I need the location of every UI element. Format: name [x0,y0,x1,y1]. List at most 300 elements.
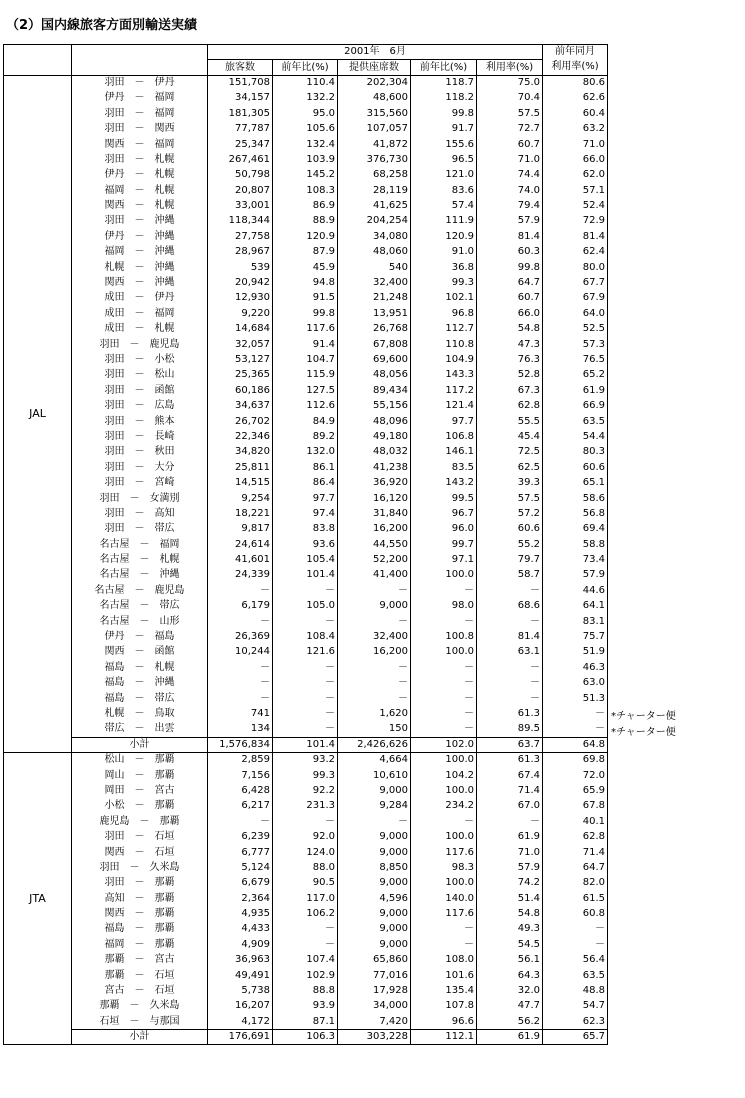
prev-load-factor-cell: 75.7 [543,629,608,644]
table-row [4,383,608,398]
seats-cell: 28,119 [338,183,411,198]
seat-yoy-cell: 117.6 [411,845,477,860]
passengers-cell: 14,684 [208,322,273,337]
passengers-cell: 60,186 [208,383,273,398]
load-factor-cell: － [530,677,540,689]
table-row [4,229,608,244]
passengers-cell: 24,339 [208,568,273,583]
route-name: 名古屋 － 帯広 [72,599,208,614]
seats-cell: 9,000 [338,845,411,860]
route-name: 羽田 － 石垣 [72,829,208,844]
route-name: 羽田 － 松山 [72,368,208,383]
route-name: 羽田 － 秋田 [72,445,208,460]
route-name: 札幌 － 鳥取 [72,706,208,721]
seats-cell: － [338,614,411,629]
table-row [4,1014,608,1029]
seat-yoy-cell: 143.2 [411,475,477,490]
prev-load-factor-cell: 52.4 [543,198,608,213]
route-name: 高知 － 那覇 [72,891,208,906]
table-row [4,922,608,937]
route-name: 福島 － 沖縄 [72,676,208,691]
passengers-cell: 32,057 [208,337,273,352]
route-name: 羽田 － 宮崎 [72,475,208,490]
prev-load-factor-cell: 61.9 [543,383,608,398]
charter-note: *チャーター便 [611,711,676,723]
seats-cell: 9,000 [338,922,411,937]
load-factor-cell: 89.5 [517,723,540,735]
passenger-yoy-cell: 127.5 [273,383,338,398]
passenger-yoy-cell: 132.4 [273,137,338,152]
prev-load-factor-cell: 64.0 [543,306,608,321]
seat-yoy-cell: 97.7 [411,414,477,429]
passenger-yoy-cell: － [273,676,338,691]
passengers-cell: 6,179 [208,599,273,614]
passenger-yoy-cell: 107.4 [273,953,338,968]
passenger-yoy-cell: 231.3 [273,799,338,814]
route-name: 福島 － 札幌 [72,660,208,675]
passengers-cell: － [208,676,273,691]
seats-cell: 31,840 [338,506,411,521]
seats-cell: 17,928 [338,983,411,998]
seats-cell: 48,600 [338,91,411,106]
passenger-yoy-cell: 91.5 [273,291,338,306]
load-factor-cell: 74.0 [517,184,540,196]
load-factor-cell: 71.0 [517,846,540,858]
prev-load-factor-cell: 64.7 [543,860,608,875]
seat-yoy-cell: 96.6 [411,1014,477,1029]
passenger-yoy-cell: 87.1 [273,1014,338,1029]
table-row [4,876,608,891]
seat-yoy-cell: 117.6 [411,906,477,921]
passengers-cell: 18,221 [208,506,273,521]
table-row [4,337,608,352]
passenger-yoy-cell: 121.6 [273,645,338,660]
table-row [4,845,608,860]
seats-cell: 34,080 [338,229,411,244]
seat-yoy-cell: 96.8 [411,306,477,321]
header-row-2 [4,60,608,75]
passenger-yoy-cell: 101.4 [273,568,338,583]
prev-load-factor-cell: 80.0 [543,260,608,275]
seat-yoy-cell: 140.0 [411,891,477,906]
load-factor-cell: 62.5 [517,461,540,473]
passengers-cell: 14,515 [208,475,273,490]
group-label: JAL [4,75,72,752]
prev-header-line2: 利用率(%) [543,60,608,75]
passengers-cell: 20,942 [208,275,273,290]
load-factor-cell: 64.3 [517,969,540,981]
passengers-cell: 5,124 [208,860,273,875]
passengers-cell: 34,637 [208,398,273,413]
seats-cell: 107,057 [338,121,411,136]
prev-load-factor-cell: 69.8 [543,752,608,767]
table-row [4,183,608,198]
seats-cell: 150 [338,722,411,737]
seats-cell: 204,254 [338,214,411,229]
table-row [4,645,608,660]
seats-cell: 26,768 [338,322,411,337]
passengers-cell: 20,807 [208,183,273,198]
seats-cell: 4,596 [338,891,411,906]
seats-cell: 9,000 [338,906,411,921]
passenger-yoy-cell: 92.0 [273,829,338,844]
seats-cell: 9,000 [338,829,411,844]
seats-cell: 315,560 [338,106,411,121]
passenger-yoy-cell: 91.4 [273,337,338,352]
table-row [4,291,608,306]
prev-load-factor-cell: 72.0 [543,768,608,783]
passenger-yoy-cell: 90.5 [273,876,338,891]
route-name: 岡田 － 宮古 [72,783,208,798]
passenger-yoy-cell: 102.9 [273,968,338,983]
load-factor-cell: 61.3 [517,707,540,719]
route-name: 伊丹 － 沖縄 [72,229,208,244]
seat-yoy-cell: 112.7 [411,322,477,337]
seats-cell: 9,000 [338,783,411,798]
passengers-cell: － [208,583,273,598]
load-factor-cell: 51.4 [517,892,540,904]
passenger-yoy-cell: 124.0 [273,845,338,860]
passenger-yoy-cell: 132.2 [273,91,338,106]
seats-cell: 16,120 [338,491,411,506]
passengers-cell: 539 [208,260,273,275]
load-factor-cell: 74.4 [517,169,540,181]
route-name: 那覇 － 久米島 [72,999,208,1014]
prev-load-factor-cell: 57.3 [543,337,608,352]
passengers-cell: 7,156 [208,768,273,783]
passengers-cell: 6,428 [208,783,273,798]
seat-yoy-cell: 108.0 [411,953,477,968]
col-header-passenger-yoy: 前年比(%) [273,60,338,75]
passenger-yoy-cell: 93.6 [273,537,338,552]
seats-cell: 34,000 [338,999,411,1014]
passengers-cell: 28,967 [208,245,273,260]
subtotal-prev-load-factor: 64.8 [543,737,608,752]
seat-yoy-cell: － [411,706,477,721]
passenger-yoy-cell: 88.8 [273,983,338,998]
passengers-cell: 22,346 [208,429,273,444]
seat-yoy-cell: 96.0 [411,522,477,537]
passenger-yoy-cell: 117.0 [273,891,338,906]
prev-load-factor-cell: 65.2 [543,368,608,383]
col-header-load-factor: 利用率(%) [477,60,543,75]
load-factor-cell: 81.4 [517,230,540,242]
table-row [4,306,608,321]
prev-load-factor-cell: 40.1 [543,814,608,829]
route-name: 名古屋 － 沖縄 [72,568,208,583]
table-row [4,799,608,814]
passengers-cell: 4,433 [208,922,273,937]
passenger-yoy-cell: 86.4 [273,475,338,490]
passenger-yoy-cell: 94.8 [273,275,338,290]
table-row [4,445,608,460]
passenger-yoy-cell: 145.2 [273,168,338,183]
passengers-cell: 741 [208,706,273,721]
table-row [4,583,608,598]
route-name: 宮古 － 石垣 [72,983,208,998]
seat-yoy-cell: 91.0 [411,245,477,260]
subtotal-label: 小計 [72,1030,208,1045]
prev-load-factor-cell: 52.5 [543,322,608,337]
route-name: 羽田 － 久米島 [72,860,208,875]
route-name: 福島 － 帯広 [72,691,208,706]
route-name: 小松 － 那覇 [72,799,208,814]
table-row [4,953,608,968]
passenger-yoy-cell: 108.4 [273,629,338,644]
seat-yoy-cell: 96.5 [411,152,477,167]
prev-load-factor-cell: 46.3 [543,660,608,675]
table-row [4,352,608,367]
route-name: 福岡 － 沖縄 [72,245,208,260]
load-factor-cell: 47.3 [517,338,540,350]
prev-load-factor-cell: 71.0 [543,137,608,152]
passenger-yoy-cell: 45.9 [273,260,338,275]
table-row [4,983,608,998]
load-factor-cell: 81.4 [517,631,540,643]
table-row [4,676,608,691]
route-name: 羽田 － 鹿児島 [72,337,208,352]
passenger-yoy-cell: － [273,583,338,598]
group-label: JTA [4,752,72,1044]
passenger-yoy-cell: 84.9 [273,414,338,429]
load-factor-cell: 32.0 [517,985,540,997]
prev-load-factor-cell: 60.4 [543,106,608,121]
seat-yoy-cell: 118.7 [411,75,477,90]
seat-yoy-cell: － [411,922,477,937]
seats-cell: 202,304 [338,75,411,90]
route-name: 羽田 － 小松 [72,352,208,367]
passengers-cell: 6,777 [208,845,273,860]
seat-yoy-cell: 99.5 [411,491,477,506]
table-row [4,660,608,675]
passengers-cell: 50,798 [208,168,273,183]
route-name: 関西 － 沖縄 [72,275,208,290]
passengers-cell: － [208,691,273,706]
passengers-cell: 9,220 [208,306,273,321]
passengers-cell: 26,369 [208,629,273,644]
load-factor-cell: 64.7 [517,277,540,289]
load-factor-cell: 47.7 [517,1000,540,1012]
prev-load-factor-cell: 83.1 [543,614,608,629]
route-name: 成田 － 福岡 [72,306,208,321]
table-row [4,91,608,106]
passenger-yoy-cell: － [273,722,338,737]
seat-yoy-cell: － [411,722,477,737]
table-row [4,891,608,906]
passengers-cell: － [208,814,273,829]
load-factor-cell: 56.2 [517,1015,540,1027]
route-name: 福島 － 那覇 [72,922,208,937]
transport-table [3,44,608,1045]
passengers-cell: 134 [208,722,273,737]
table-row [4,506,608,521]
load-factor-cell: 52.8 [517,369,540,381]
seat-yoy-cell: 155.6 [411,137,477,152]
route-name: 羽田 － 高知 [72,506,208,521]
route-name: 石垣 － 与那国 [72,1014,208,1029]
load-factor-cell: 54.8 [517,323,540,335]
seats-cell: 16,200 [338,645,411,660]
prev-load-factor-cell: 63.0 [543,676,608,691]
seat-yoy-cell: 118.2 [411,91,477,106]
table-row [4,829,608,844]
seats-cell: － [338,814,411,829]
col-header-seat-yoy: 前年比(%) [411,60,477,75]
route-name: 伊丹 － 福岡 [72,91,208,106]
seat-yoy-cell: 100.0 [411,783,477,798]
passenger-yoy-cell: － [273,614,338,629]
prev-load-factor-cell: 44.6 [543,583,608,598]
route-name: 鹿児島 － 那覇 [72,814,208,829]
prev-load-factor-cell: 63.5 [543,968,608,983]
seats-cell: 9,000 [338,937,411,952]
period-header: 2001年 6月 [208,45,543,60]
load-factor-cell: 67.0 [517,800,540,812]
passenger-yoy-cell: 93.9 [273,999,338,1014]
subtotal-seat-yoy: 112.1 [411,1030,477,1045]
table-row [4,152,608,167]
route-name: 羽田 － 長崎 [72,429,208,444]
seats-cell: 77,016 [338,968,411,983]
seat-yoy-cell: － [411,660,477,675]
subtotal-seats: 303,228 [338,1030,411,1045]
table-row [4,214,608,229]
table-row [4,275,608,290]
seat-yoy-cell: 101.6 [411,968,477,983]
passenger-yoy-cell: － [273,937,338,952]
load-factor-cell: 57.9 [517,215,540,227]
prev-load-factor-cell: 72.9 [543,214,608,229]
route-name: 岡山 － 那覇 [72,768,208,783]
table-row [4,999,608,1014]
passenger-yoy-cell: 110.4 [273,75,338,90]
prev-load-factor-cell: 65.9 [543,783,608,798]
route-name: 羽田 － 函館 [72,383,208,398]
passengers-cell: 6,679 [208,876,273,891]
prev-load-factor-cell: 57.1 [543,183,608,198]
table-row [4,614,608,629]
route-name: 羽田 － 帯広 [72,522,208,537]
load-factor-cell: 72.5 [517,446,540,458]
passenger-yoy-cell: 106.2 [273,906,338,921]
col-header-seats: 提供座席数 [338,60,411,75]
passengers-cell: 2,859 [208,752,273,767]
route-name: 成田 － 札幌 [72,322,208,337]
prev-load-factor-cell: 71.4 [543,845,608,860]
load-factor-cell: 62.8 [517,400,540,412]
passenger-yoy-cell: 86.9 [273,198,338,213]
seats-cell: 1,620 [338,706,411,721]
prev-load-factor-cell: 67.8 [543,799,608,814]
header-row-1 [4,45,608,60]
seats-cell: 49,180 [338,429,411,444]
route-name: 名古屋 － 鹿児島 [72,583,208,598]
passenger-yoy-cell: 99.8 [273,306,338,321]
prev-load-factor-cell: 60.8 [543,906,608,921]
route-name: 関西 － 石垣 [72,845,208,860]
passengers-cell: － [208,660,273,675]
prev-load-factor-cell: 51.9 [543,645,608,660]
passengers-cell: 5,738 [208,983,273,998]
seat-yoy-cell: 143.3 [411,368,477,383]
passengers-cell: 12,930 [208,291,273,306]
seats-cell: 67,808 [338,337,411,352]
prev-load-factor-cell: － [543,706,608,721]
load-factor-cell: 60.3 [517,246,540,258]
prev-load-factor-cell: 60.6 [543,460,608,475]
route-name: 羽田 － 広島 [72,398,208,413]
table-row [4,860,608,875]
seat-yoy-cell: － [411,814,477,829]
seat-yoy-cell: 91.7 [411,121,477,136]
table-row [4,783,608,798]
charter-note: *チャーター便 [611,726,676,738]
prev-load-factor-cell: 81.4 [543,229,608,244]
passenger-yoy-cell: － [273,660,338,675]
load-factor-cell: 71.0 [517,153,540,165]
prev-load-factor-cell: 62.6 [543,91,608,106]
passenger-yoy-cell: 103.9 [273,152,338,167]
seats-cell: 9,000 [338,876,411,891]
load-factor-cell: － [530,661,540,673]
route-name: 名古屋 － 札幌 [72,552,208,567]
table-row [4,168,608,183]
seat-yoy-cell: 100.0 [411,829,477,844]
passenger-yoy-cell: 99.3 [273,768,338,783]
table-row [4,491,608,506]
passengers-cell: 25,365 [208,368,273,383]
passenger-yoy-cell: 88.0 [273,860,338,875]
subtotal-row [4,1030,608,1045]
seats-cell: 36,920 [338,475,411,490]
load-factor-cell: 67.3 [517,384,540,396]
subtotal-passengers: 1,576,834 [208,737,273,752]
passengers-cell: 2,364 [208,891,273,906]
passenger-yoy-cell: 97.4 [273,506,338,521]
prev-load-factor-cell: 56.8 [543,506,608,521]
prev-load-factor-cell: － [543,937,608,952]
load-factor-cell: 72.7 [517,123,540,135]
load-factor-cell: 57.5 [517,492,540,504]
load-factor-cell: 57.9 [517,861,540,873]
seats-cell: － [338,691,411,706]
passenger-yoy-cell: 83.8 [273,522,338,537]
prev-header-line1: 前年同月 [543,45,608,60]
seat-yoy-cell: － [411,614,477,629]
seat-yoy-cell: 102.1 [411,291,477,306]
table-row [4,475,608,490]
table-row [4,752,608,767]
load-factor-cell: 60.7 [517,292,540,304]
table-row [4,814,608,829]
prev-load-factor-cell: 67.7 [543,275,608,290]
table-row [4,691,608,706]
passenger-yoy-cell: 93.2 [273,752,338,767]
seat-yoy-cell: 107.8 [411,999,477,1014]
passengers-cell: 77,787 [208,121,273,136]
seat-yoy-cell: 36.8 [411,260,477,275]
passengers-cell: 41,601 [208,552,273,567]
passengers-cell: 36,963 [208,953,273,968]
passenger-yoy-cell: 97.7 [273,491,338,506]
passenger-yoy-cell: 105.0 [273,599,338,614]
subtotal-load-factor: 63.7 [477,737,543,752]
table-row [4,937,608,952]
seats-cell: 89,434 [338,383,411,398]
table-row [4,906,608,921]
seats-cell: 48,032 [338,445,411,460]
load-factor-cell: 75.0 [517,77,540,89]
